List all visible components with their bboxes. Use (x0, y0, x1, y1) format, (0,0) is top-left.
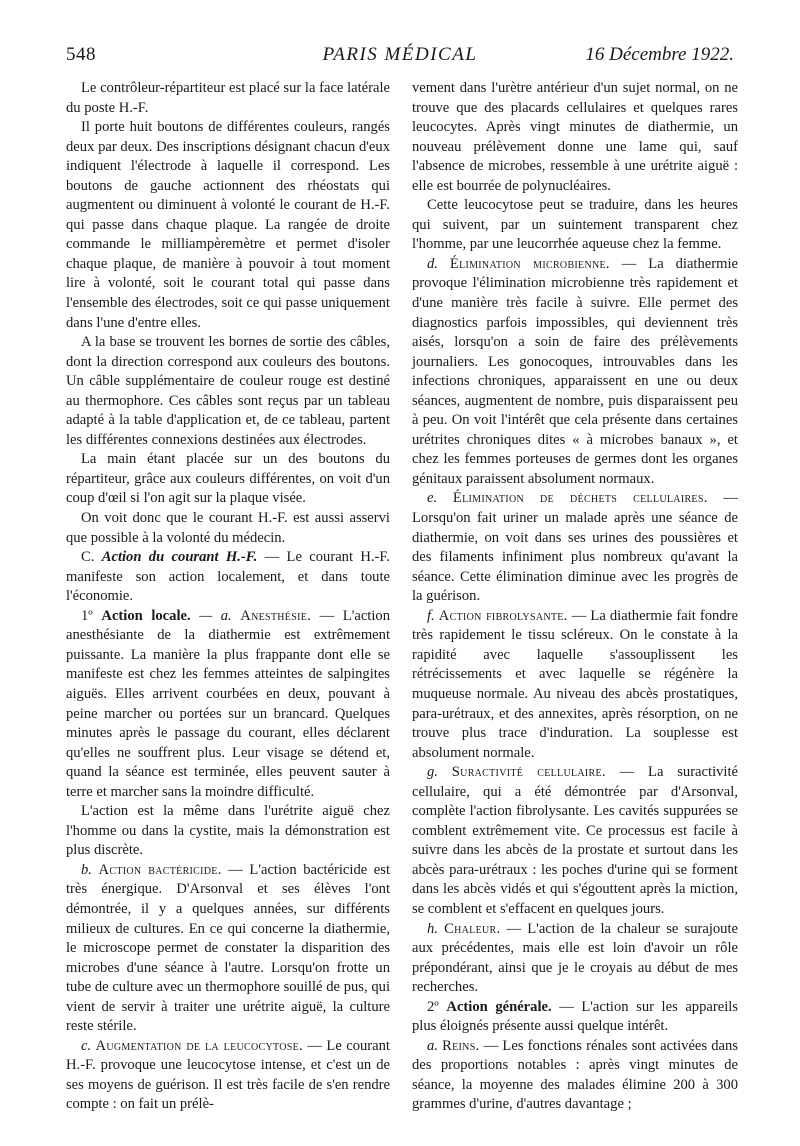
subsection-paragraph (66, 607, 390, 802)
item-paragraph (66, 861, 390, 1037)
paragraph: Il porte huit boutons de différentes couleurs, rangés deux par deux. Des inscriptions désignant chacun d'eux indiquent l'électrode à laquelle il correspond. Les boutons de gauche actionnent des rhéostats qui augmentent ou diminuent à volonté le courant de H.-F. qui passe dans chaque plaque. La rangée de droite commande le milliampèremètre et permet d'isoler chaque plaque, de manière à pouvoir à tout moment lire à volonté, soit le courant total qui passe dans l'ensemble des électrodes, soit ce qui passe uniquement dans l'une d'entre elles. (66, 119, 390, 331)
journal-title: PARIS MÉDICAL (322, 44, 478, 65)
item-paragraph (412, 489, 738, 606)
item-letter: a. (427, 1037, 443, 1054)
paragraph: La main étant placée sur un des boutons du répartiteur, grâce aux couleurs différentes, on voit d'un coup d'œil si l'on agit sur la plaque visée. (66, 451, 390, 507)
paragraph: vement dans l'urètre antérieur d'un sujet normal, on ne trouve que des placards cellulaires et quelques rares leucocytes. Après vingt minutes de diathermie, un nouveau prélèvement donne une lame qui, sauf l'absence de microbes, ressemble à une urétrite aiguë : elle est bourrée de polynucléaires. (412, 80, 738, 194)
issue-date: 16 Décembre 1922. (585, 44, 734, 65)
subsection-number: 2º (427, 998, 439, 1015)
subsection-text: — L'action sur les appareils plus éloignés présente aussi quelque intérêt. (412, 998, 738, 1035)
item-paragraph (66, 1037, 390, 1115)
item-title: Élimination microbienne. (449, 255, 610, 272)
item-paragraph (412, 1037, 738, 1115)
item-paragraph (412, 607, 738, 763)
paragraph: Cette leucocytose peut se traduire, dans les heures qui suivent, par un suintement transparent chez l'homme, par une leucorrhée aqueuse chez la femme. (412, 197, 738, 253)
item-text: — L'action de la chaleur se surajoute aux précédentes, mais elle est loin d'avoir un rôle prépondérant, ainsi que je le croyais au début de mes recherches. (412, 920, 739, 996)
item-letter: h. (427, 920, 445, 937)
item-text: — La diathermie provoque l'élimination microbienne très rapidement et d'une manière très facile à suivre. Elle permet des diagnostics parfois impossibles, qui deviennent très aisés, lorsqu'on a soin de faire des prélèvements journaliers. Les gonocoques, introuvables dans les infections chroniques, apparaissent en une ou deux séances, augmentent de nombre, puis disparaissent peu à peu. On voit l'intérêt que cela présente dans certaines urétrites chroniques dites « à microbes banaux », et chez les femmes porteuses de germes dont les organes génitaux paraissent absolument normaux. (412, 255, 738, 487)
item-text: — La suractivité cellulaire, qui a été démontrée par d'Arsonval, complète l'action fibrolysante. Les cavités suppurées se comblent extrêmement vite. Ce processus est facile à suivre dans les abcès de la prostate et surtout dans les abcès para-urétraux : les poches d'urine qui se forment dans les abcès vidés et qui s'égouttent après la miction, se comblent et s'effacent en quelques jours. (412, 764, 739, 917)
item-paragraph (412, 920, 738, 998)
item-title: Anesthésie. (240, 607, 312, 624)
item-text: — Lorsqu'on fait uriner un malade après une séance de diathermie, on voit dans ses urines des poussières et des filaments infiniment plus nombreux qu'avant la séance. Cette élimination diminue avec les progrès de la guérison. (412, 490, 739, 605)
paragraph: On voit donc que le courant H.-F. est aussi asservi que possible à la volonté du médecin. (66, 510, 390, 546)
item-letter: — a. (190, 607, 241, 624)
item-paragraph (412, 255, 738, 490)
item-letter: f. (427, 607, 439, 624)
subsection-title: Action locale. (101, 607, 191, 624)
item-letter: d. (427, 255, 450, 272)
paragraph: A la base se trouvent les bornes de sortie des câbles, dont la direction correspond aux couleurs des boutons. Un câble supplémentaire de couleur rouge est destiné au thermophore. Ces câbles sont reçus par un tableau adapté à la table d'application et, de ce tableau, partent les différentes connexions destinées aux électrodes. (66, 334, 390, 448)
item-letter: g. (427, 764, 452, 781)
item-letter: e. (427, 490, 453, 507)
item-title: Suractivité cellulaire. (451, 764, 606, 781)
item-title: Action fibrolysante. (438, 607, 568, 624)
item-title: Reins. (442, 1037, 480, 1054)
subsection-paragraph (412, 998, 738, 1037)
paragraph: Le contrôleur-répartiteur est placé sur la face latérale du poste H.-F. (66, 80, 390, 116)
right-column (412, 79, 738, 1115)
paragraph: L'action est la même dans l'urétrite aiguë chez l'homme ou dans la cystite, mais la démonstration est plus discrète. (66, 803, 390, 859)
item-letter: c. (81, 1037, 96, 1054)
item-title: Augmentation de la leucocytose. (95, 1037, 303, 1054)
section-text: — Le courant H.-F. manifeste son action localement, et dans toute l'économie. (66, 549, 390, 605)
item-letter: b. (81, 861, 99, 878)
section-letter: C. (81, 549, 95, 566)
item-text: — Les fonctions rénales sont activées dans des proportions notables : après vingt minutes de séance, la moyenne des malades élimine 200 à 300 grammes d'urine, d'autres davantage ; (412, 1037, 738, 1113)
subsection-number: 1º (81, 607, 93, 624)
item-title: Action bactéricide. (98, 861, 222, 878)
item-text: — La diathermie fait fondre très rapidement le tissu scléreux. On le constate à la rapidité avec laquelle s'assouplissent les rétrécissements et avec laquelle se régénère la muqueuse normale. Au niveau des abcès prostatiques, para-urétraux, et des annexites, après résorption, on ne trouve plus trace d'induration. La souplesse est absolument normale. (412, 607, 738, 761)
item-text: — L'action bactéricide est très énergique. D'Arsonval et ses élèves l'ont démontrée, il y a quelques années, sur différents milieux de cultures. En ce qui concerne la diathermie, le microscope permet de constater la disparition des microbes d'une séance à l'autre. Lorsqu'on frotte un tube de culture avec un thermophore souillé de pus, qui vient de servir à traiter une urétrite aiguë, la culture reste stérile. (66, 861, 391, 1035)
item-title: Élimination de déchets cellulaires. (452, 490, 708, 507)
item-paragraph (412, 763, 738, 919)
item-title: Chaleur. (444, 920, 501, 937)
section-heading-paragraph (66, 548, 390, 607)
subsection-title: Action générale. (446, 998, 552, 1015)
left-column (66, 79, 390, 1115)
section-title: Action du courant H.-F. (101, 549, 258, 566)
page-number: 548 (66, 44, 96, 65)
page-header (66, 44, 734, 72)
item-text: — Le courant H.-F. provoque une leucocytose intense, et c'est un de ses moyens de guérison. Il est très facile de s'en rendre compte : on fait un prélè- (66, 1037, 390, 1113)
item-text: — L'action anesthésiante de la diathermie est extrêmement puissante. La manière la plus frappante dont elle se manifeste est chez les femmes atteintes de salpingites aiguës. Elles arrivent courbées en deux, pouvant à peine marcher ou portées sur un brancard. Quelques minutes après le passage du courant, elles déclarent qu'elles ne souffrent plus. Leur visage se détend et, quand la séance est terminée, elles peuvent sauter à terre et marcher sans la moindre difficulté. (66, 607, 391, 800)
